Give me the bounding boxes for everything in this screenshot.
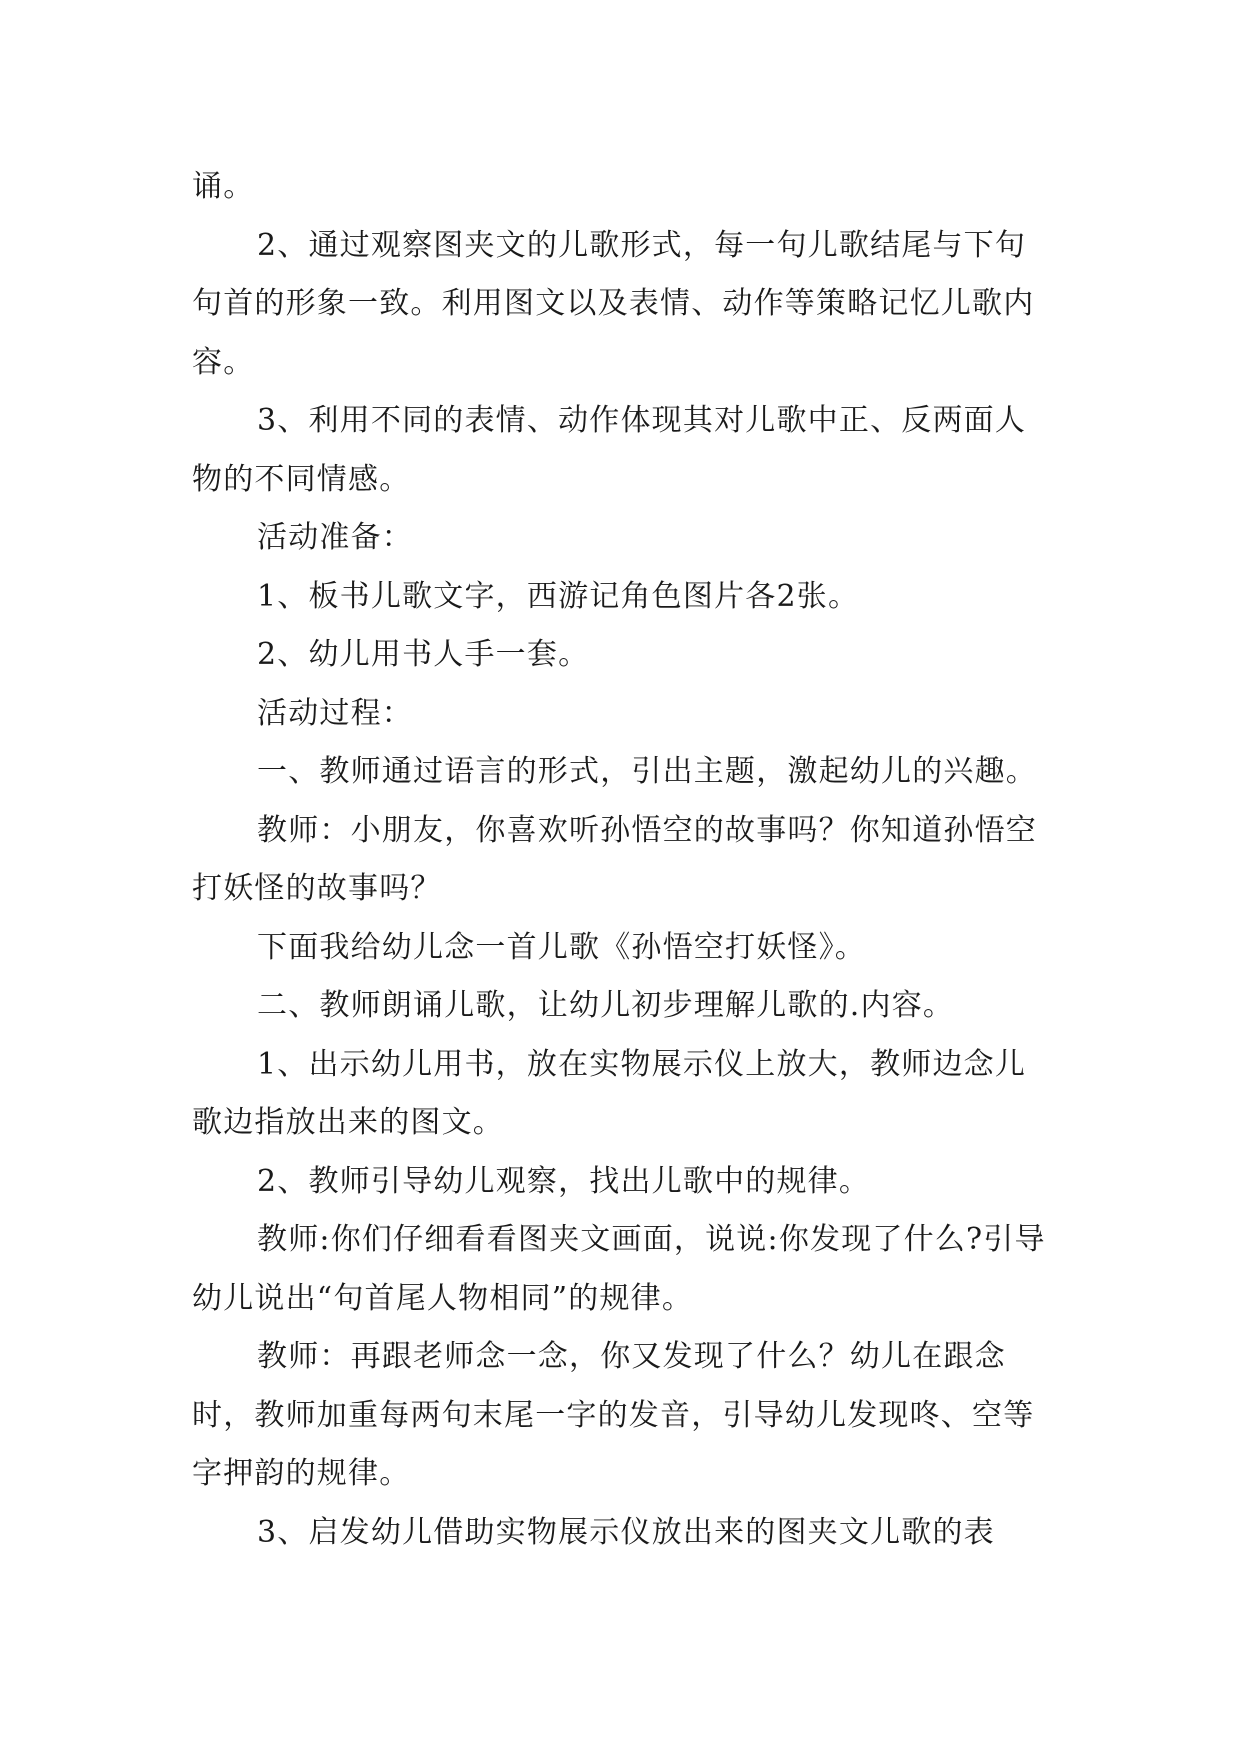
paragraph-11: 二、教师朗诵儿歌，让幼儿初步理解儿歌的.内容。 <box>257 988 955 1023</box>
paragraph-2: 2、通过观察图夹文的儿歌形式，每一句儿歌结尾与下句句首的形象一致。利用图文以及表情、动作等策略记忆儿歌内容。 <box>192 227 1035 380</box>
section-heading-process: 活动过程： <box>257 695 413 731</box>
paragraph-16: 3、启发幼儿借助实物展示仪放出来的图夹文儿歌的表 <box>257 1514 995 1550</box>
document-body <box>192 158 1052 1562</box>
paragraph-9: 教师：小朋友，你喜欢听孙悟空的故事吗？你知道孙悟空打妖怪的故事吗？ <box>192 812 1037 906</box>
paragraph-1: 诵。 <box>192 169 255 204</box>
section-heading-preparation: 活动准备： <box>257 520 413 555</box>
paragraph-5: 1、板书儿歌文字，西游记角色图片各2张。 <box>257 578 860 614</box>
paragraph-6: 2、幼儿用书人手一套。 <box>257 637 590 672</box>
paragraph-8: 一、教师通过语言的形式，引出主题，激起幼儿的兴趣。 <box>257 754 1037 789</box>
paragraph-14: 教师:你们仔细看看图夹文画面，说说:你发现了什么?引导幼儿说出“句首尾人物相同”的规律。 <box>192 1222 1046 1316</box>
paragraph-10: 下面我给幼儿念一首儿歌《孙悟空打妖怪》。 <box>257 929 866 965</box>
paragraph-13: 2、教师引导幼儿观察，找出儿歌中的规律。 <box>257 1163 871 1199</box>
paragraph-15: 教师：再跟老师念一念，你又发现了什么？幼儿在跟念时，教师加重每两句末尾一字的发音，引导幼儿发现咚、空等字押韵的规律。 <box>192 1339 1035 1491</box>
paragraph-3: 3、利用不同的表情、动作体现其对儿歌中正、反两面人物的不同情感。 <box>192 403 1027 497</box>
paragraph-12: 1、出示幼儿用书，放在实物展示仪上放大，教师边念儿歌边指放出来的图文。 <box>192 1046 1027 1140</box>
